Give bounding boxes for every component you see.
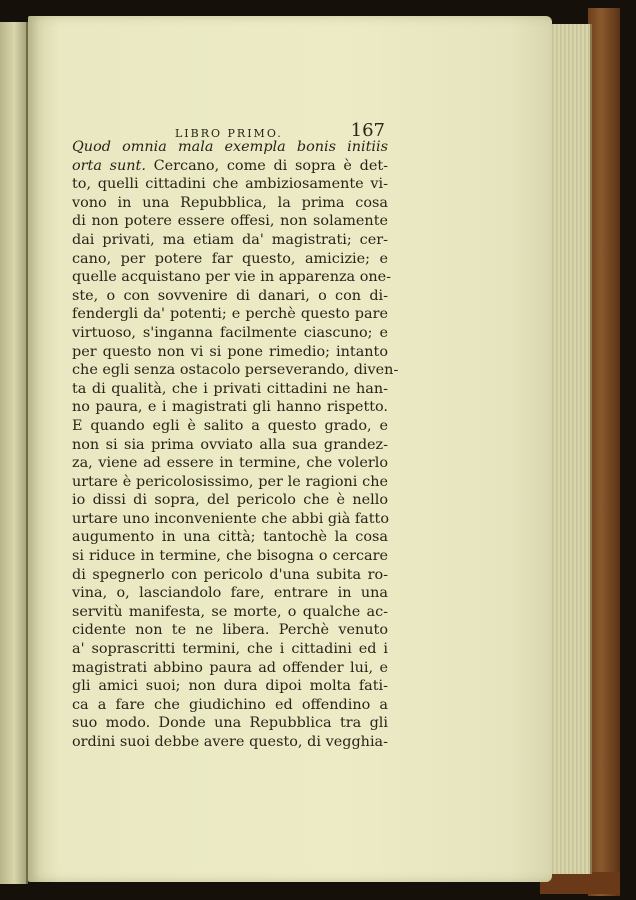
text-line (72, 714, 388, 733)
book-cover (588, 8, 620, 896)
text-line (72, 380, 388, 399)
line-text: za, viene ad essere in termine, che volerlo (72, 455, 388, 472)
italic-text: Quod omnia mala exempla bonis initiis (72, 139, 388, 155)
text-line (72, 677, 388, 696)
text-line (72, 157, 388, 176)
page-number: 167 (350, 120, 385, 141)
line-text: ordini suoi debbe avere questo, di vegghia- (72, 734, 388, 750)
text-line (72, 250, 388, 269)
text-line (72, 659, 388, 678)
line-text: si riduce in termine, che bisogna o cercare (72, 548, 388, 565)
text-line (72, 547, 388, 566)
text-line (72, 473, 388, 492)
text-line (72, 603, 388, 622)
text-line (72, 621, 388, 640)
line-text: quelle acquistano per vie in apparenza one- (72, 269, 392, 286)
line-text: non si sia prima ovviato alla sua grandez- (72, 436, 388, 453)
book-cover-corner (540, 872, 620, 894)
text-line (72, 491, 388, 510)
line-text: gli amici suoi; non dura dipoi molta fati- (72, 678, 388, 695)
line-text: vono in una Repubblica, la prima cosa (72, 194, 388, 211)
text-line (72, 175, 388, 194)
line-text: cano, per potere far questo, amicizie; e (72, 250, 388, 267)
facing-page-edge (0, 22, 28, 884)
line-text: di non potere essere offesi, non solamente (72, 213, 388, 230)
line-text: a' soprascritti termini, che i cittadini ed i (72, 641, 388, 658)
line-text: to, quelli cittadini che ambiziosamente vi- (72, 176, 388, 193)
line-text: fendergli da' potenti; e perchè questo pare (72, 306, 388, 323)
line-text: magistrati abbino paura ad offender lui, e (72, 659, 388, 676)
text-line (72, 361, 399, 380)
line-text: augumento in una città; tantochè la cosa (72, 529, 388, 546)
text-line (72, 194, 388, 213)
line-text: ste, o con sovvenire di danari, o con di- (72, 287, 388, 304)
text-line (72, 584, 388, 603)
text-line (72, 640, 388, 659)
line-text: urtare uno inconveniente che abbi già fatto (72, 510, 389, 527)
line-text: di spegnerlo con pericolo d'una subita ro- (72, 566, 388, 583)
text-line (72, 510, 388, 529)
line-text: cidente non te ne libera. Perchè venuto (72, 622, 388, 639)
text-line (72, 417, 388, 436)
line-text: virtuoso, s'inganna facilmente ciascuno; e (72, 324, 388, 341)
running-head: LIBRO PRIMO. (175, 127, 283, 140)
text-line (72, 343, 388, 362)
text-line (72, 287, 388, 306)
line-text: ca a fare che giudichino ed offendino a (72, 696, 388, 713)
line-text: dai privati, ma etiam da' magistrati; cer- (72, 231, 388, 248)
line-text: per questo non vi si pone rimedio; intanto (72, 343, 388, 360)
text-line (72, 528, 388, 547)
page-edges (550, 24, 592, 874)
text-line (72, 696, 388, 715)
italic-text: orta sunt. (72, 157, 146, 174)
line-text: E quando egli è salito a questo grado, e (72, 417, 388, 434)
text-line (72, 324, 388, 343)
text-line (72, 138, 388, 157)
text-line (72, 212, 388, 231)
line-text: servitù manifesta, se morte, o qualche ac- (72, 603, 388, 620)
text-line (72, 566, 388, 585)
text-line (72, 733, 388, 752)
line-text: ta di qualità, che i privati cittadini ne han- (72, 380, 388, 397)
line-text: suo modo. Donde una Repubblica tra gli (72, 715, 388, 732)
line-text: che egli senza ostacolo perseverando, diven- (72, 362, 399, 379)
text-line (72, 454, 388, 473)
text-line (72, 231, 388, 250)
text-line (72, 398, 388, 417)
body-text (72, 138, 399, 752)
line-text: urtare è pericolosissimo, per le ragioni che (72, 473, 388, 490)
line-text: Cercano, come di sopra è det- (145, 157, 388, 174)
line-text: io dissi di sopra, del pericolo che è nello (72, 492, 388, 509)
text-line (72, 305, 388, 324)
line-text: vina, o, lasciandolo fare, entrare in una (72, 585, 388, 602)
text-line (72, 436, 388, 455)
text-line (72, 268, 392, 287)
line-text: no paura, e i magistrati gli hanno rispetto. (72, 399, 388, 416)
